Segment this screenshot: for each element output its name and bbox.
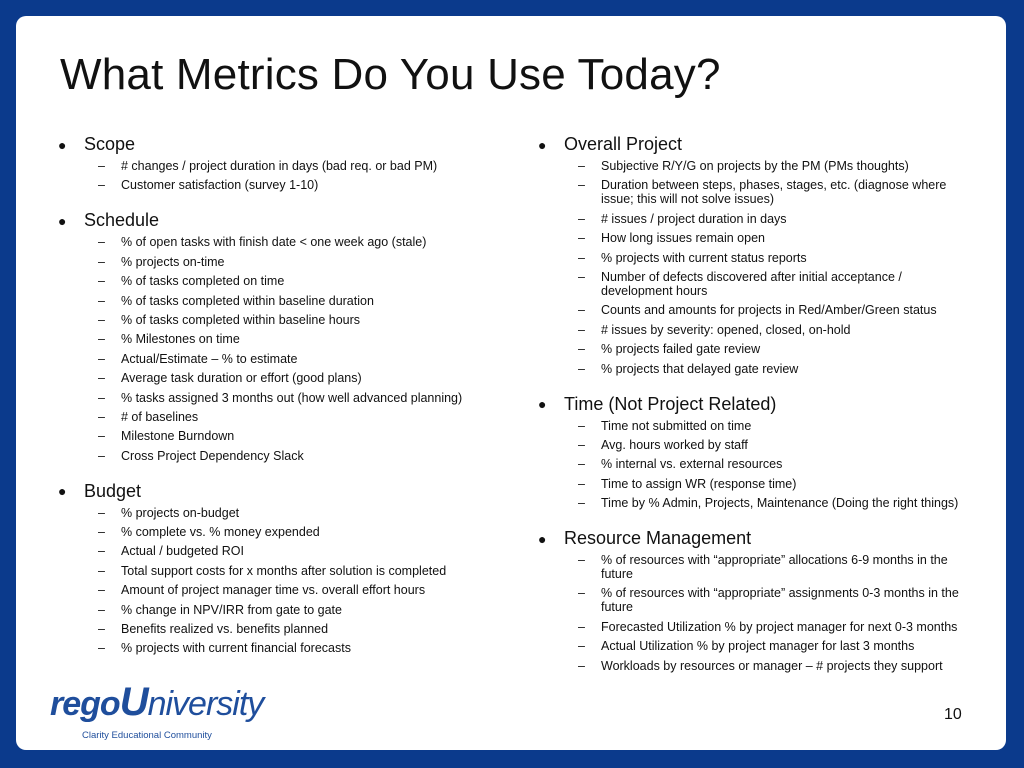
list-item-text: % projects with current financial forecasts xyxy=(121,641,351,656)
list-item-text: # changes / project duration in days (bad req. or bad PM) xyxy=(121,159,438,173)
list-item xyxy=(56,235,496,249)
list-item-text: Actual/Estimate – % to estimate xyxy=(121,351,298,366)
dash-icon: – xyxy=(98,274,105,289)
section-heading xyxy=(56,481,496,502)
section-heading xyxy=(536,528,976,549)
list-item-text: % of open tasks with finish date < one week ago (stale) xyxy=(121,235,427,250)
list-item-text: Actual / budgeted ROI xyxy=(121,544,244,559)
list-item-text: Subjective R/Y/G on projects by the PM (PMs thoughts) xyxy=(601,159,909,173)
sub-list xyxy=(56,235,496,462)
list-item xyxy=(56,294,496,308)
list-item xyxy=(536,251,976,265)
list-item-text: % projects with current status reports xyxy=(601,250,807,265)
section-heading xyxy=(56,210,496,231)
list-item-text: Milestone Burndown xyxy=(121,429,235,444)
page-number: 10 xyxy=(944,706,962,723)
list-item-text: # of baselines xyxy=(121,409,199,424)
dash-icon: – xyxy=(98,332,105,347)
list-item-text: Cross Project Dependency Slack xyxy=(121,448,304,463)
dash-icon: – xyxy=(578,269,585,284)
section xyxy=(536,394,976,511)
list-item xyxy=(536,362,976,376)
list-item-text: % projects failed gate review xyxy=(601,342,761,357)
list-item-text: How long issues remain open xyxy=(601,231,765,246)
list-item xyxy=(56,352,496,366)
list-item xyxy=(536,496,976,510)
section-heading-text: Resource Management xyxy=(564,528,752,549)
dash-icon: – xyxy=(578,586,585,601)
list-item xyxy=(536,178,976,206)
list-item xyxy=(56,506,496,520)
sub-list xyxy=(56,159,496,192)
list-item xyxy=(536,159,976,173)
logo-niversity: niversity xyxy=(147,685,264,723)
dash-icon: – xyxy=(578,457,585,472)
section-heading xyxy=(536,394,976,415)
list-item-text: # issues / project duration in days xyxy=(601,211,787,226)
dash-icon: – xyxy=(578,476,585,491)
list-item-text: Time by % Admin, Projects, Maintenance (Doing the right things) xyxy=(601,496,959,511)
dash-icon: – xyxy=(98,429,105,444)
dash-icon: – xyxy=(578,211,585,226)
dash-icon: – xyxy=(98,641,105,656)
left-column xyxy=(56,134,496,673)
dash-icon: – xyxy=(578,437,585,452)
list-item xyxy=(536,342,976,356)
dash-icon: – xyxy=(98,525,105,540)
list-item-text: % tasks assigned 3 months out (how well advanced planning) xyxy=(121,390,463,405)
dash-icon: – xyxy=(98,448,105,463)
list-item xyxy=(56,178,496,192)
dash-icon: – xyxy=(98,390,105,405)
dash-icon: – xyxy=(98,254,105,269)
list-item xyxy=(536,639,976,653)
list-item xyxy=(56,313,496,327)
list-item xyxy=(56,525,496,539)
list-item-text: Average task duration or effort (good plans) xyxy=(121,371,362,386)
section-heading xyxy=(536,134,976,155)
list-item xyxy=(536,212,976,226)
list-item xyxy=(536,620,976,634)
list-item xyxy=(56,641,496,655)
section-heading-text: Budget xyxy=(84,480,142,501)
dash-icon: – xyxy=(98,371,105,386)
list-item-text: Forecasted Utilization % by project manager for next 0-3 months xyxy=(601,619,958,634)
dash-icon: – xyxy=(578,418,585,433)
list-item-text: Duration between steps, phases, stages, etc. (diagnose where issue; this will not solve issues) xyxy=(601,178,947,207)
section-heading-text: Scope xyxy=(84,134,136,154)
bullet-icon: ● xyxy=(58,483,67,500)
list-item xyxy=(56,255,496,269)
list-item-text: Counts and amounts for projects in Red/Amber/Green status xyxy=(601,303,937,318)
list-item xyxy=(536,659,976,673)
section-heading-text: Schedule xyxy=(84,210,160,231)
dash-icon: – xyxy=(98,583,105,598)
section xyxy=(536,134,976,376)
list-item-text: % change in NPV/IRR from gate to gate xyxy=(121,602,342,617)
list-item xyxy=(56,622,496,636)
dash-icon: – xyxy=(578,322,585,337)
rego-university-logo xyxy=(50,680,264,741)
dash-icon: – xyxy=(98,178,105,193)
list-item-text: % of resources with “appropriate” allocations 6-9 months in the future xyxy=(601,553,948,582)
dash-icon: – xyxy=(578,361,585,376)
list-item xyxy=(536,303,976,317)
dash-icon: – xyxy=(98,351,105,366)
section xyxy=(536,528,976,673)
list-item-text: Number of defects discovered after initial acceptance / development hours xyxy=(601,269,902,298)
section xyxy=(56,210,496,462)
list-item xyxy=(56,564,496,578)
list-item xyxy=(56,544,496,558)
list-item xyxy=(56,391,496,405)
dash-icon: – xyxy=(98,409,105,424)
dash-icon: – xyxy=(578,303,585,318)
slide xyxy=(16,16,1006,750)
list-item-text: Workloads by resources or manager – # projects they support xyxy=(601,658,943,673)
dash-icon: – xyxy=(98,159,105,173)
dash-icon: – xyxy=(98,544,105,559)
list-item-text: % of tasks completed on time xyxy=(121,274,285,289)
list-item xyxy=(536,438,976,452)
list-item-text: % Milestones on time xyxy=(121,332,240,347)
list-item xyxy=(536,231,976,245)
bullet-icon: ● xyxy=(538,396,547,413)
dash-icon: – xyxy=(98,312,105,327)
logo-rego: rego xyxy=(50,685,120,723)
list-item xyxy=(536,586,976,614)
list-item xyxy=(56,603,496,617)
logo-tagline: Clarity Educational Community xyxy=(82,730,212,741)
list-item xyxy=(56,429,496,443)
list-item-text: # issues by severity: opened, closed, on-hold xyxy=(601,322,851,337)
list-item xyxy=(536,553,976,581)
list-item xyxy=(56,332,496,346)
list-item-text: Time to assign WR (response time) xyxy=(601,476,797,491)
dash-icon: – xyxy=(578,496,585,511)
bullet-icon: ● xyxy=(538,530,547,547)
list-item xyxy=(56,583,496,597)
dash-icon: – xyxy=(578,231,585,246)
list-item xyxy=(56,159,496,173)
section xyxy=(56,134,496,192)
dash-icon: – xyxy=(98,602,105,617)
list-item-text: Actual Utilization % by project manager for last 3 months xyxy=(601,639,915,654)
bullet-icon: ● xyxy=(58,212,67,229)
sub-list xyxy=(56,506,496,656)
sub-list xyxy=(536,419,976,511)
list-item-text: Customer satisfaction (survey 1-10) xyxy=(121,178,319,193)
list-item-text: Amount of project manager time vs. overall effort hours xyxy=(121,583,426,598)
list-item xyxy=(56,449,496,463)
bullet-icon: ● xyxy=(58,136,67,153)
list-item xyxy=(536,419,976,433)
list-item-text: % of resources with “appropriate” assignments 0-3 months in the future xyxy=(601,586,959,615)
list-item xyxy=(56,274,496,288)
list-item xyxy=(536,477,976,491)
section-heading-text: Time (Not Project Related) xyxy=(564,393,777,414)
logo-u: U xyxy=(119,680,148,724)
list-item-text: Total support costs for x months after solution is completed xyxy=(121,563,447,578)
list-item xyxy=(536,270,976,298)
dash-icon: – xyxy=(578,639,585,654)
dash-icon: – xyxy=(98,505,105,520)
list-item-text: % projects on-budget xyxy=(121,505,240,520)
list-item-text: % projects on-time xyxy=(121,254,225,269)
dash-icon: – xyxy=(578,250,585,265)
section-heading-text: Overall Project xyxy=(564,134,683,154)
dash-icon: – xyxy=(578,178,585,193)
dash-icon: – xyxy=(98,235,105,250)
dash-icon: – xyxy=(578,342,585,357)
dash-icon: – xyxy=(578,619,585,634)
dash-icon: – xyxy=(578,159,585,173)
list-item xyxy=(56,371,496,385)
dash-icon: – xyxy=(578,658,585,673)
list-item-text: % projects that delayed gate review xyxy=(601,361,799,376)
sub-list xyxy=(536,553,976,673)
dash-icon: – xyxy=(578,553,585,568)
dash-icon: – xyxy=(98,563,105,578)
list-item-text: % of tasks completed within baseline duration xyxy=(121,293,374,308)
list-item xyxy=(536,323,976,337)
list-item-text: Avg. hours worked by staff xyxy=(601,437,748,452)
right-column xyxy=(536,134,976,691)
dash-icon: – xyxy=(98,622,105,637)
sub-list xyxy=(536,159,976,376)
section xyxy=(56,481,496,656)
section-heading xyxy=(56,134,496,155)
dash-icon: – xyxy=(98,293,105,308)
list-item-text: % internal vs. external resources xyxy=(601,457,783,472)
slide-title: What Metrics Do You Use Today? xyxy=(60,50,721,99)
list-item-text: % of tasks completed within baseline hours xyxy=(121,312,361,327)
list-item-text: Benefits realized vs. benefits planned xyxy=(121,622,329,637)
list-item-text: Time not submitted on time xyxy=(601,418,752,433)
list-item xyxy=(56,410,496,424)
list-item-text: % complete vs. % money expended xyxy=(121,525,320,540)
bullet-icon: ● xyxy=(538,136,547,153)
list-item xyxy=(536,457,976,471)
